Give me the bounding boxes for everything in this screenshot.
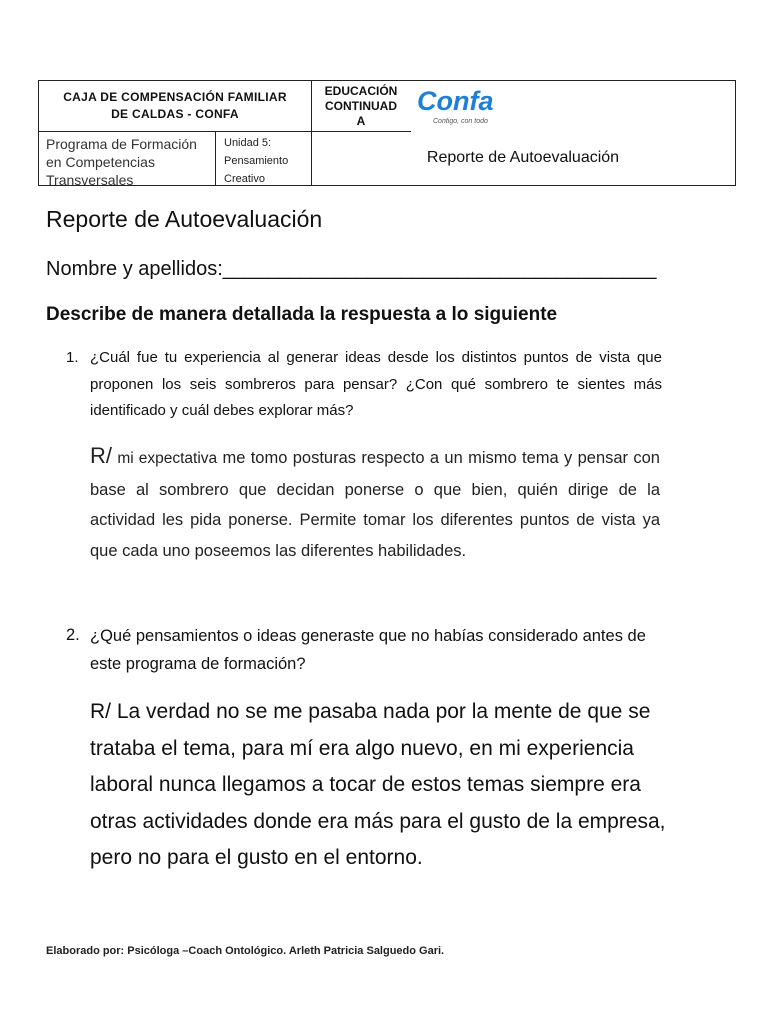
program-line1: Programa de Formación [46, 136, 197, 152]
answer-small-text: mi expectativa [117, 450, 218, 467]
svg-text:Confa: Confa [417, 86, 494, 116]
answer-text [90, 441, 660, 566]
footer-credit: Elaborado por: Psicóloga –Coach Ontológico. Arleth Patricia Salguedo Gari. [46, 945, 445, 957]
confa-logo [411, 81, 531, 131]
question-number: 2. [66, 626, 80, 644]
report-title-cell [311, 131, 735, 185]
answer-body: me tomo posturas respecto a un mismo tema y pensar con base al sombrero que decidan ponerse o que bien, quién dirige de la actividad les pida ponerse. Permite tomar los diferentes puntos de vista ya que cada uno poseemos las diferentes habilidades. [90, 449, 660, 560]
header-table [38, 80, 736, 186]
unit-line3: Creativo [224, 173, 265, 185]
confa-logo-icon [411, 81, 531, 131]
org-name-cell [39, 81, 311, 131]
education-line3: A [356, 113, 366, 128]
education-line2: CONTINUAD [324, 98, 397, 113]
program-cell [39, 131, 215, 188]
question-text: ¿Cuál fue tu experiencia al generar ideas desde los distintos puntos de vista que proponen los seis sombreros para pensar? ¿Con qué sombrero te sientes más identificado y cuál debes explorar más? [90, 349, 662, 419]
unit-cell [215, 131, 311, 185]
education-cell [311, 81, 411, 131]
education-line1: EDUCACIÓN [324, 83, 398, 98]
name-field: Nombre y apellidos:_______________________________________ [46, 258, 657, 280]
unit-line1: Unidad 5: [224, 137, 272, 149]
answer-prefix: R/ [90, 443, 112, 468]
page-title: Reporte de Autoevaluación [46, 206, 323, 232]
unit-line2: Pensamiento [224, 155, 289, 167]
program-line2: en Competencias [46, 154, 155, 170]
org-name-line1: CAJA DE COMPENSACIÓN FAMILIAR [63, 90, 287, 104]
org-name-line2: DE CALDAS - CONFA [111, 107, 239, 121]
program-line3: Transversales [46, 172, 134, 188]
question-number: 1. [66, 349, 79, 366]
question-text: ¿Qué pensamientos o ideas generaste que no habías considerado antes de este programa de formación? [90, 627, 646, 673]
header-report-title: Reporte de Autoevaluación [426, 149, 620, 166]
answer-text: R/ La verdad no se me pasaba nada por la mente de que se trataba el tema, para mí era algo nuevo, en mi experiencia laboral nunca llegamos a tocar de estos temas siempre era otras actividades donde era más para el gusto de la empresa, pero no para el gusto en el entorno. [90, 700, 666, 869]
instruction-heading: Describe de manera detallada la respuesta a lo siguiente [46, 304, 558, 325]
svg-text:Contigo, con todo: Contigo, con todo [433, 118, 488, 125]
